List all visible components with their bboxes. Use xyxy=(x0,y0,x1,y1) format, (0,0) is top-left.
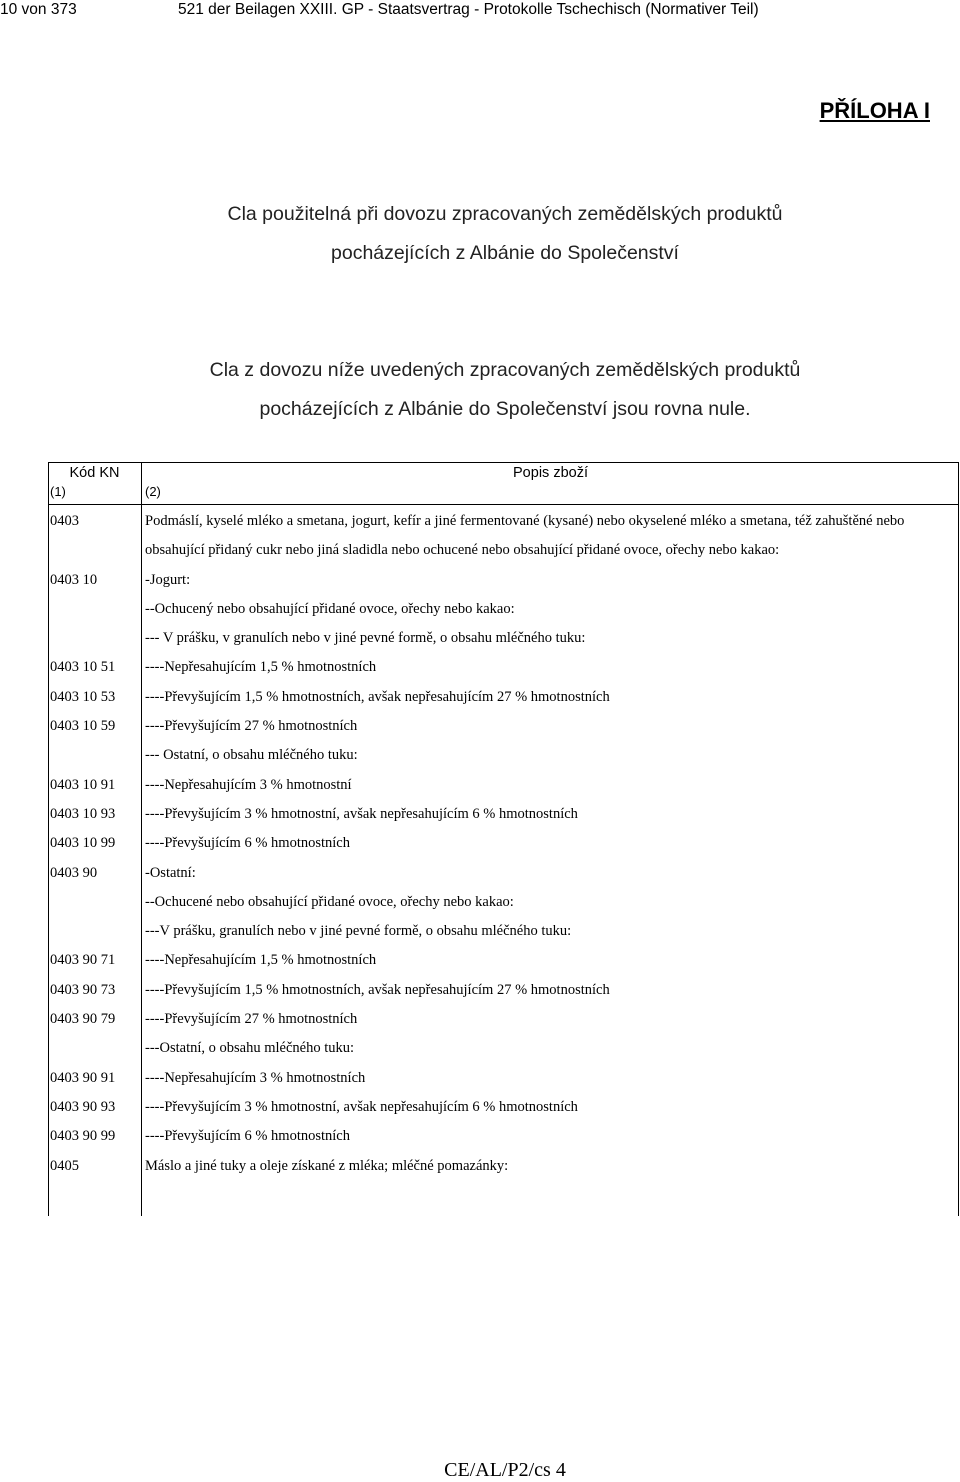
cn-code-cell: 0403 90 93 xyxy=(50,1098,116,1115)
table-border-top xyxy=(48,462,959,463)
description-cell: -Jogurt: xyxy=(145,571,191,588)
cn-code-cell: 0403 10 53 xyxy=(50,688,116,705)
cn-code-cell: 0403 10 xyxy=(50,571,98,588)
cn-code-cell xyxy=(48,917,141,946)
cn-code-cell: 0403 90 73 xyxy=(50,981,116,998)
table-row xyxy=(48,771,959,800)
table-row xyxy=(48,946,959,975)
cn-code-cell: 0403 10 93 xyxy=(50,805,116,822)
description-cell: ----Převyšujícím 6 % hmotnostních xyxy=(145,835,350,852)
cn-code-cell: 0403 xyxy=(50,513,79,529)
cn-code-cell xyxy=(48,595,141,624)
cn-code-cell: 0403 10 51 xyxy=(50,659,116,676)
table-row xyxy=(48,1093,959,1122)
cn-code-cell: 0403 90 91 xyxy=(50,1069,116,1086)
cn-code-cell: 0403 10 99 xyxy=(50,835,116,852)
description-cell: ---Ostatní, o obsahu mléčného tuku: xyxy=(145,1040,354,1057)
column-number-description: (2) xyxy=(145,484,161,499)
table-row xyxy=(48,829,959,858)
tariff-table xyxy=(48,462,959,1216)
table-row xyxy=(48,683,959,712)
table-row xyxy=(48,507,959,566)
cn-code-cell: 0403 10 91 xyxy=(50,776,116,793)
table-row xyxy=(48,800,959,829)
description-cell: ----Převyšujícím 3 % hmotnostní, avšak nepřesahujícím 6 % hmotnostních xyxy=(145,1098,578,1115)
table-row xyxy=(48,566,959,595)
description-cell: ---V prášku, granulích nebo v jiné pevné formě, o obsahu mléčného tuku: xyxy=(145,923,572,940)
description-cell: --Ochucený nebo obsahující přidané ovoce, ořechy nebo kakao: xyxy=(145,600,515,617)
description-cell: ----Nepřesahujícím 1,5 % hmotnostních xyxy=(145,659,377,676)
table-row xyxy=(48,917,959,946)
table-row xyxy=(48,741,959,770)
page-heading-line-1: Cla použitelná při dovozu zpracovaných zemědělských produktů xyxy=(227,203,783,225)
column-header-description: Popis zboží xyxy=(513,465,588,481)
column-number-code: (1) xyxy=(50,484,66,499)
description-cell: Podmáslí, kyselé mléko a smetana, jogurt, kefír a jiné fermentované (kysané) nebo okyselené mléko a smetana, též zahuštěné nebo obsahující přidaný cukr nebo jiná sladidla nebo ochucené nebo obsahující přidané ovoce, ořechy nebo kakao: xyxy=(145,513,905,559)
cn-code-cell: 0403 90 71 xyxy=(50,952,116,969)
annex-title: PŘÍLOHA I xyxy=(819,98,930,123)
column-header-code: Kód KN xyxy=(69,465,120,481)
description-cell: -Ostatní: xyxy=(145,864,196,881)
table-row xyxy=(48,1064,959,1093)
page-counter: 10 von 373 xyxy=(0,1,77,18)
description-cell: ----Převyšujícím 1,5 % hmotnostních, avšak nepřesahujícím 27 % hmotnostních xyxy=(145,981,610,998)
page-footer-reference: CE/AL/P2/cs 4 xyxy=(444,1459,566,1481)
description-cell: --- V prášku, v granulích nebo v jiné pevné formě, o obsahu mléčného tuku: xyxy=(145,630,586,647)
cn-code-cell: 0403 90 79 xyxy=(50,1011,116,1028)
description-cell: ----Nepřesahujícím 3 % hmotnostní xyxy=(145,776,352,793)
table-row xyxy=(48,888,959,917)
cn-code-cell xyxy=(48,741,141,770)
document-running-title: 521 der Beilagen XXIII. GP - Staatsvertrag - Protokolle Tschechisch (Normativer Teil) xyxy=(178,1,759,18)
cn-code-cell: 0403 90 99 xyxy=(50,1128,116,1145)
intro-line-1: Cla z dovozu níže uvedených zpracovaných zemědělských produktů xyxy=(209,359,801,381)
cn-code-cell: 0403 90 xyxy=(50,864,98,881)
cn-code-cell xyxy=(48,1034,141,1063)
description-cell: ----Nepřesahujícím 1,5 % hmotnostních xyxy=(145,952,377,969)
table-row xyxy=(48,1152,959,1181)
table-row xyxy=(48,976,959,1005)
table-row xyxy=(48,712,959,741)
table-row xyxy=(48,859,959,888)
table-row xyxy=(48,595,959,624)
table-row xyxy=(48,624,959,653)
table-row xyxy=(48,1122,959,1151)
description-cell: ----Převyšujícím 6 % hmotnostních xyxy=(145,1128,350,1145)
description-cell: ----Převyšujícím 27 % hmotnostních xyxy=(145,718,358,735)
table-row xyxy=(48,1034,959,1063)
description-cell: Máslo a jiné tuky a oleje získané z mléka; mléčné pomazánky: xyxy=(145,1157,509,1174)
description-cell: --Ochucené nebo obsahující přidané ovoce, ořechy nebo kakao: xyxy=(145,893,514,910)
page-heading-line-2: pocházejících z Albánie do Společenství xyxy=(331,242,679,264)
table-row xyxy=(48,653,959,682)
cn-code-cell xyxy=(48,888,141,917)
cn-code-cell xyxy=(48,624,141,653)
cn-code-cell: 0403 10 59 xyxy=(50,718,116,735)
description-cell: ----Převyšujícím 1,5 % hmotnostních, avšak nepřesahujícím 27 % hmotnostních xyxy=(145,688,610,705)
description-cell: --- Ostatní, o obsahu mléčného tuku: xyxy=(145,747,358,764)
description-cell: ----Nepřesahujícím 3 % hmotnostních xyxy=(145,1069,366,1086)
cn-code-cell: 0405 xyxy=(50,1157,79,1174)
description-cell: ----Převyšujícím 27 % hmotnostních xyxy=(145,1011,358,1028)
description-cell: ----Převyšujícím 3 % hmotnostní, avšak nepřesahujícím 6 % hmotnostních xyxy=(145,805,578,822)
table-body xyxy=(48,507,959,1181)
table-header-separator xyxy=(48,504,959,505)
table-row xyxy=(48,1005,959,1034)
intro-line-2: pocházejících z Albánie do Společenství jsou rovna nule. xyxy=(259,398,751,420)
